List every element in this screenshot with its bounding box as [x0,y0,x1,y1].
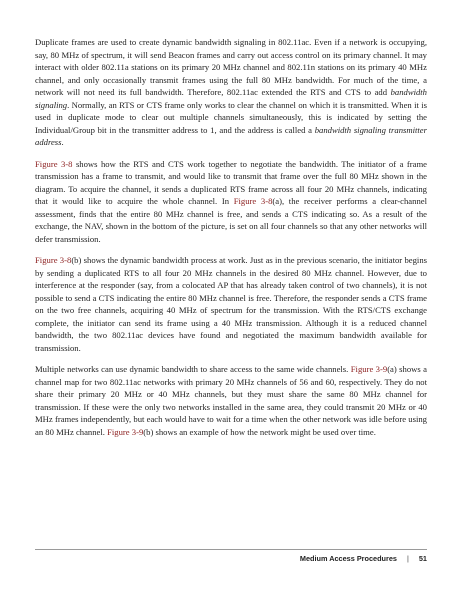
paragraph-1: Duplicate frames are used to create dynamic bandwidth signaling in 802.11ac. Even if a network is occupying, say, 80 MHz of spectrum, it will send Beacon frames and carry out access control on its primary channel. It may interact with older 802.11a stations on its primary 20 MHz channel and 802.11n stations on its primary 40 MHz channel, and only occasionally transmit frames using the full 80 MHz bandwidth. For much of the time, a network will not need its full bandwidth. Therefore, 802.11ac extended the RTS and CTS to add bandwidth signaling. Normally, an RTS or CTS frame only works to clear the channel on which it is transmitted. When it is used in duplicate mode to clear out multiple channels simultaneously, this is indicated by setting the Individual/Group bit in the transmitter address to 1, and the address is called a bandwidth signaling transmitter address. [35,37,427,147]
figure-3-9-link[interactable]: Figure 3-9 [350,364,388,374]
running-footer-section: Medium Access Procedures [299,554,397,563]
figure-3-8-link[interactable]: Figure 3-8 [35,255,72,265]
paragraph-2: Figure 3-8 shows how the RTS and CTS work together to negotiate the bandwidth. The initiator of a frame transmission has a frame to transmit, and would like to transmit that frame over the full 80 MHz shown in the diagram. To acquire the channel, it sends a duplicated RTS frame across all four 20 MHz channels, indicating that it would like to acquire the whole channel. In Figure 3-8(a), the receiver performs a clear-channel assessment, finds that the entire 80 MHz channel is free, and sends a CTS indicating so. As a result of the exchange, the NAV, shown in the bottom of the picture, is set on all four channels so that any other networks will defer transmission. [35,158,427,244]
page-footer [300,554,427,563]
footer-separator: | [406,554,409,563]
term-bandwidth-signaling: bandwidth signaling [35,87,427,110]
paragraph-4: Multiple networks can use dynamic bandwidth to share access to the same wide channels. Figure 3-9(a) shows a channel map for two 802.11ac networks with primary 20 MHz channels of 56 and 60, respectively. They do not share their primary 20 MHz or 40 MHz channels, but they must share the same 80 MHz channel for transmission. If these were the only two networks installed in the same area, they could transmit 20 MHz or 40 MHz frames independently, but each would have to wait for a time when the other network was idle before using an 80 MHz channel. Figure 3-9(b) shows an example of how the network might be used over time. [35,364,427,437]
figure-3-8-link[interactable]: Figure 3-8 [233,196,273,206]
paragraph-3: Figure 3-8(b) shows the dynamic bandwidth process at work. Just as in the previous scenario, the initiator begins by sending a duplicated RTS to all four 20 MHz channels in the desired 80 MHz channel. However, due to interference at the responder (say, from a colocated AP that has already taken control of two channels), it is not possible to send a CTS indicating the entire 80 MHz channel is free. Therefore, the responder sends a CTS frame on the two free channels, acquiring 40 MHz of spectrum for the transmission. With the RTS/CTS exchange complete, the initiator can send its frame using a 40 MHz transmission. Although it is a reduced channel bandwidth, the two 802.11ac devices have found and negotiated the maximum bandwidth available for transmission. [35,255,427,353]
main-text [35,36,427,447]
page-number: 51 [418,554,427,563]
figure-3-9-link[interactable]: Figure 3-9 [107,426,144,437]
term-bandwidth-signaling-transmitter-address: bandwidth signaling transmitter address [35,124,427,147]
figure-3-8-link[interactable]: Figure 3-8 [35,158,73,169]
footer-divider [35,549,427,550]
